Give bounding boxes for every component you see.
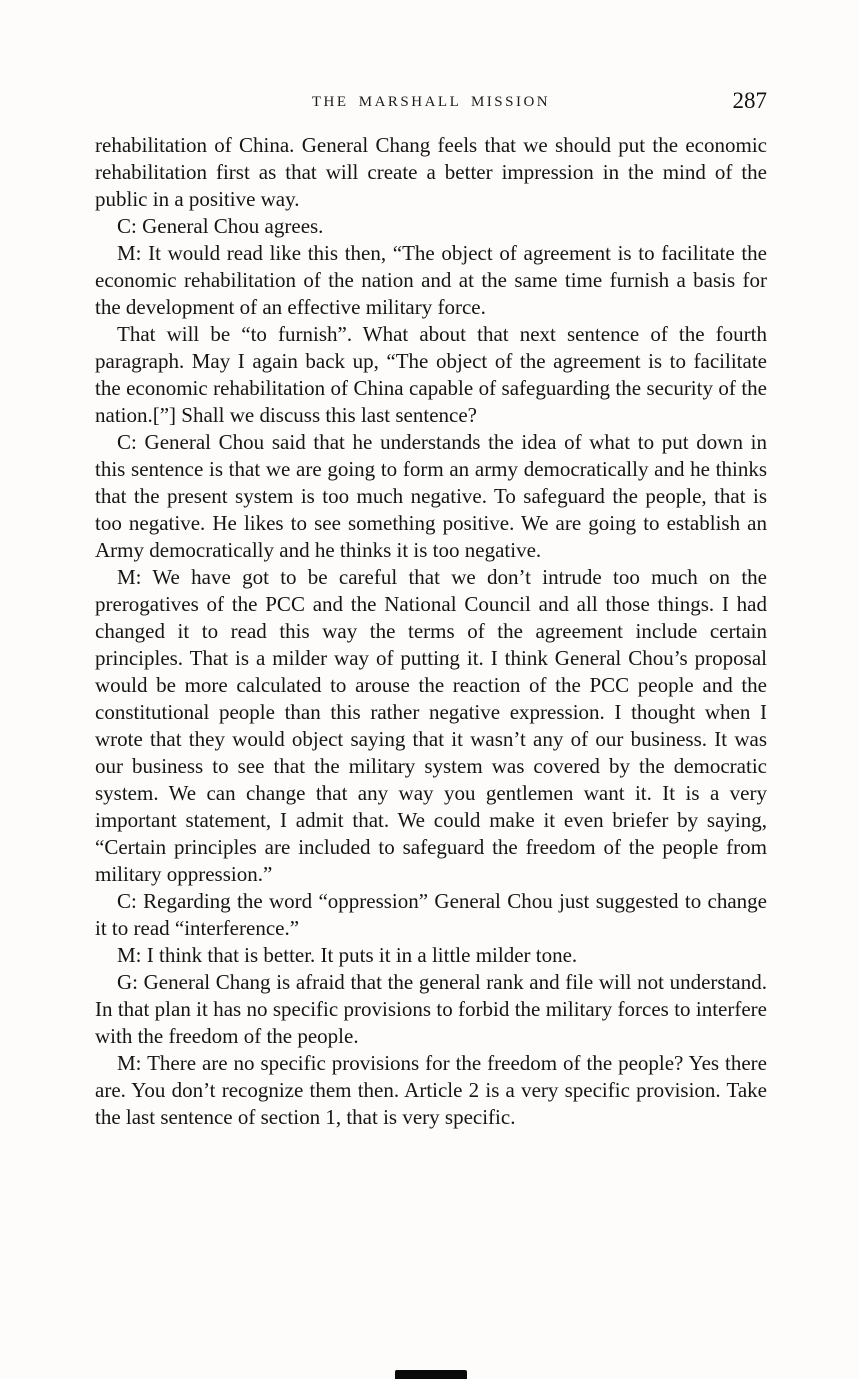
running-header-title: THE MARSHALL MISSION <box>311 94 551 110</box>
scan-artifact <box>395 1370 467 1379</box>
paragraph: M: We have got to be careful that we don’t intrude too much on the prerogatives of the PCC and the National Council and all those things. I had changed it to read this way the terms of the agreement include certain principles. That is a milder way of putting it. I think General Chou’s proposal would be more calculated to arouse the reaction of the PCC people and the constitutional people than this rather negative expression. I thought when I wrote that they would object saying that it wasn’t any of our business. It was our business to see that the military system was covered by the democratic system. We can change that any way you gentlemen want it. It is a very important statement, I admit that. We could make it even briefer by saying, “Certain principles are included to safeguard the freedom of the people from military oppression.” <box>95 565 767 886</box>
paragraph: C: General Chou agrees. <box>117 214 324 238</box>
paragraph: M: It would read like this then, “The object of agreement is to facilitate the economic rehabilitation of the nation and at the same time furnish a basis for the development of an effective military force. <box>95 241 767 319</box>
paragraph: rehabilitation of China. General Chang feels that we should put the economic rehabilitation first as that will create a better impression in the mind of the public in a positive way. <box>95 133 767 211</box>
paragraph: That will be “to furnish”. What about that next sentence of the fourth paragraph. May I again back up, “The object of the agreement is to facilitate the economic rehabilitation of China capable of safeguarding the security of the nation.[”] Shall we discuss this last sentence? <box>95 322 767 427</box>
paragraph: M: I think that is better. It puts it in a little milder tone. <box>117 943 578 967</box>
paragraph: G: General Chang is afraid that the general rank and file will not understand. In that plan it has no specific provisions to forbid the military forces to interfere with the freedom of the people. <box>95 970 767 1048</box>
page-body <box>95 132 767 1131</box>
page-number: 287 <box>732 88 767 113</box>
running-header <box>95 88 767 118</box>
paragraph: M: There are no specific provisions for the freedom of the people? Yes there are. You don’t recognize them then. Article 2 is a very specific provision. Take the last sentence of section 1, that is very specific. <box>95 1051 767 1129</box>
paragraph: C: Regarding the word “oppression” General Chou just suggested to change it to read “interference.” <box>95 889 767 940</box>
paragraph: C: General Chou said that he understands the idea of what to put down in this sentence is that we are going to form an army democratically and he thinks that the present system is too much negative. To safeguard the people, that is too negative. He likes to see something positive. We are going to establish an Army democratically and he thinks it is too negative. <box>95 430 767 562</box>
